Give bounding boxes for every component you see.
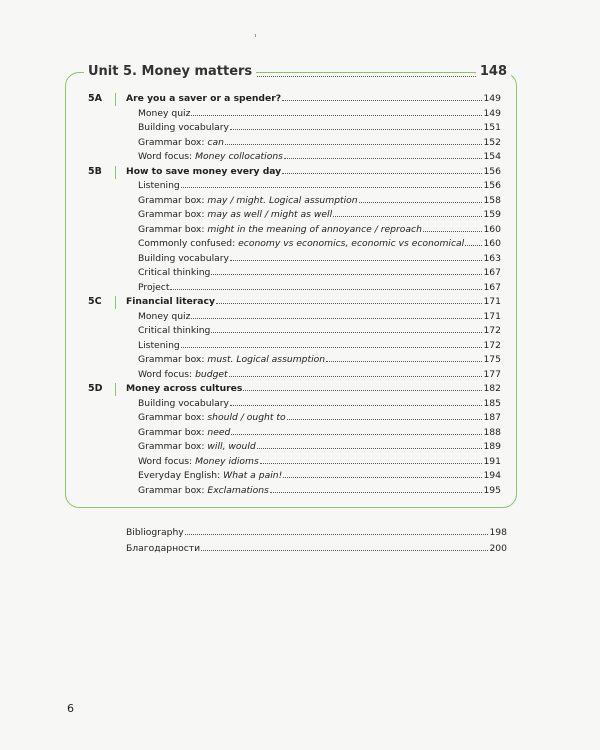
entry-label-italic: need xyxy=(207,426,231,438)
entry-label-italic: Exclamations xyxy=(207,484,269,496)
leader-dots xyxy=(225,144,483,145)
entry-page-number: 195 xyxy=(483,484,501,496)
entry-label-italic: budget xyxy=(195,368,228,380)
entry-page-number: 149 xyxy=(483,93,501,104)
leader-dots xyxy=(181,187,483,188)
leader-dots xyxy=(359,202,483,203)
entry-label-text: Critical thinking xyxy=(138,325,211,336)
section-heading-link[interactable] xyxy=(126,92,501,107)
leader-dots xyxy=(170,289,482,290)
section-divider xyxy=(115,93,116,106)
entry-label-text: Grammar box: xyxy=(138,136,208,148)
toc-entry-link[interactable] xyxy=(138,484,501,499)
entry-label xyxy=(138,469,282,484)
leader-dots xyxy=(465,245,482,246)
entry-label xyxy=(138,484,269,499)
entry-label-text: Grammar box: xyxy=(138,426,208,438)
entry-label-italic: may / might. Logical assumption xyxy=(207,194,358,206)
entry-label xyxy=(138,237,464,252)
leader-dots xyxy=(283,477,482,478)
entry-label xyxy=(138,440,256,455)
entry-page-number: 167 xyxy=(483,281,501,293)
entry-label-text: Grammar box: xyxy=(138,194,208,206)
leader-dots xyxy=(257,448,483,449)
toc-entry-link[interactable] xyxy=(138,150,501,165)
toc-entry-link[interactable] xyxy=(138,179,501,194)
toc-entry-link[interactable] xyxy=(138,266,501,281)
entry-label-text: Word focus: xyxy=(138,151,196,162)
leader-dots xyxy=(191,318,482,319)
entry-label-text: Grammar box: xyxy=(138,223,208,235)
entry-label xyxy=(126,295,215,310)
entry-label-text: Listening xyxy=(138,339,180,351)
unit-title[interactable]: Unit 5. Money matters xyxy=(84,64,256,79)
entry-label xyxy=(138,353,325,368)
toc-entry-link[interactable] xyxy=(138,411,501,426)
backmatter-label: Bibliography xyxy=(126,527,184,538)
toc-entry-link[interactable] xyxy=(138,281,501,296)
entry-label-text: Grammar box: xyxy=(138,441,208,452)
entry-page-number: 194 xyxy=(483,470,501,481)
entry-label-italic: might in the meaning of annoyance / reproach xyxy=(207,223,422,235)
backmatter-page-number: 198 xyxy=(489,527,507,538)
entry-label-text: Project xyxy=(138,281,170,293)
entry-page-number: 163 xyxy=(483,252,501,264)
entry-label xyxy=(138,426,230,441)
leader-dots xyxy=(287,419,483,420)
entry-label xyxy=(126,92,281,107)
entry-label xyxy=(138,208,332,223)
entry-label xyxy=(138,252,229,267)
section-code: 5B xyxy=(88,165,102,177)
leader-dots xyxy=(211,274,482,275)
leader-dots xyxy=(423,231,483,232)
entry-label xyxy=(138,281,169,296)
entry-label xyxy=(138,411,286,426)
leader-dots xyxy=(270,492,483,493)
entry-label-text: Everyday English: xyxy=(138,470,224,481)
section-divider xyxy=(115,296,116,309)
toc-entry-link[interactable] xyxy=(138,469,501,484)
toc-entry-link[interactable] xyxy=(138,237,501,252)
toc-entry-link[interactable] xyxy=(138,324,501,339)
entry-page-number: 187 xyxy=(483,412,501,423)
backmatter-label: Благодарности xyxy=(126,543,201,554)
entry-label xyxy=(138,107,190,122)
entry-page-number: 149 xyxy=(483,107,501,119)
backmatter-entry-link[interactable] xyxy=(126,526,507,541)
entry-label-text: Critical thinking xyxy=(138,267,211,278)
entry-label-text: Building vocabulary xyxy=(138,252,229,264)
entry-page-number: 177 xyxy=(483,368,501,380)
unit-page-number: 148 xyxy=(476,64,511,79)
entry-page-number: 167 xyxy=(483,267,501,278)
entry-label-italic: economy vs economics, economic vs economical xyxy=(238,238,465,249)
section-code: 5C xyxy=(88,296,102,307)
entry-label-text: Grammar box: xyxy=(138,412,208,423)
entry-page-number: 182 xyxy=(483,383,501,394)
leader-dots xyxy=(230,405,482,406)
entry-label xyxy=(126,382,242,397)
leader-dots xyxy=(260,463,483,464)
entry-label xyxy=(138,121,229,136)
section-divider xyxy=(115,383,116,396)
entry-page-number: 152 xyxy=(483,136,501,148)
entry-label-text: Grammar box: xyxy=(138,354,208,365)
toc-entry-link[interactable] xyxy=(138,252,501,267)
entry-label-italic: will, would xyxy=(207,441,256,452)
toc-entry-link[interactable] xyxy=(138,136,501,151)
toc-entry-link[interactable] xyxy=(138,440,501,455)
toc-entry-link[interactable] xyxy=(138,208,501,223)
entry-page-number: 156 xyxy=(483,165,501,177)
entry-label xyxy=(138,150,283,165)
entry-page-number: 156 xyxy=(483,180,501,191)
toc-entry-link[interactable] xyxy=(138,107,501,122)
entry-page-number: 188 xyxy=(483,426,501,438)
entry-label-text: Are you a saver or a spender? xyxy=(126,93,282,104)
leader-dots xyxy=(333,216,482,217)
entry-label-text: Money across cultures xyxy=(126,383,243,394)
section-heading-link[interactable] xyxy=(126,295,501,310)
leader-dots xyxy=(282,100,482,101)
toc-entry-link[interactable] xyxy=(138,339,501,354)
entry-page-number: 185 xyxy=(483,397,501,409)
leader-dots xyxy=(211,332,482,333)
toc-entry-link[interactable] xyxy=(138,121,501,136)
unit-title-leader xyxy=(222,64,484,77)
entry-label xyxy=(126,165,281,180)
entry-label xyxy=(138,397,229,412)
scan-speck xyxy=(255,34,256,37)
entry-page-number: 172 xyxy=(483,325,501,336)
entry-label xyxy=(138,136,224,151)
leader-dots xyxy=(201,550,488,551)
toc-entry-link[interactable] xyxy=(138,455,501,470)
entry-label-italic: should / ought to xyxy=(207,412,286,423)
entry-label-text: Money quiz xyxy=(138,310,191,322)
toc-entry-link[interactable] xyxy=(138,223,501,238)
section-code: 5A xyxy=(88,93,102,104)
section-heading-link[interactable] xyxy=(126,382,501,397)
entry-page-number: 158 xyxy=(483,194,501,206)
page-number: 6 xyxy=(67,702,74,715)
entry-page-number: 191 xyxy=(483,455,501,467)
entry-label xyxy=(138,179,180,194)
leader-dots xyxy=(284,158,483,159)
entry-label xyxy=(138,223,422,238)
entry-page-number: 151 xyxy=(483,122,501,133)
leader-dots xyxy=(181,347,483,348)
toc-entry-link[interactable] xyxy=(138,310,501,325)
leader-dots xyxy=(243,390,482,391)
toc-entry-link[interactable] xyxy=(138,368,501,383)
entry-page-number: 160 xyxy=(483,238,501,249)
entry-label xyxy=(138,368,228,383)
entry-label-text: Word focus: xyxy=(138,455,196,467)
entry-label-italic: Money collocations xyxy=(195,151,283,162)
leader-dots xyxy=(231,434,482,435)
backmatter-page-number: 200 xyxy=(489,543,507,554)
toc-entry-link[interactable] xyxy=(138,353,501,368)
entry-page-number: 159 xyxy=(483,209,501,220)
entry-label-text: How to save money every day xyxy=(126,165,282,177)
entry-label-text: Grammar box: xyxy=(138,209,208,220)
entry-label-italic: can xyxy=(207,136,224,148)
leader-dots xyxy=(230,129,482,130)
entry-label xyxy=(138,194,358,209)
toc-entry-link[interactable] xyxy=(138,426,501,441)
section-heading-link[interactable] xyxy=(126,165,501,180)
entry-label-text: Word focus: xyxy=(138,368,196,380)
entry-label xyxy=(138,339,180,354)
backmatter-entry-link[interactable] xyxy=(126,542,507,557)
leader-dots xyxy=(230,260,482,261)
entry-label-italic: must. Logical assumption xyxy=(207,354,326,365)
entry-page-number: 172 xyxy=(483,339,501,351)
leader-dots xyxy=(282,173,482,174)
toc-entry-link[interactable] xyxy=(138,194,501,209)
entry-label xyxy=(138,310,190,325)
entry-page-number: 160 xyxy=(483,223,501,235)
entry-label-text: Commonly confused: xyxy=(138,238,239,249)
entry-label-italic: What a pain! xyxy=(223,470,283,481)
entry-page-number: 154 xyxy=(483,151,501,162)
entry-label-text: Financial literacy xyxy=(126,296,215,307)
section-code: 5D xyxy=(88,383,103,394)
entry-page-number: 171 xyxy=(483,310,501,322)
entry-label-text: Building vocabulary xyxy=(138,122,229,133)
leader-dots xyxy=(191,115,482,116)
leader-dots xyxy=(326,361,482,362)
entry-label-italic: may as well / might as well xyxy=(207,209,333,220)
toc-entry-link[interactable] xyxy=(138,397,501,412)
leader-dots xyxy=(216,303,483,304)
entry-page-number: 189 xyxy=(483,441,501,452)
leader-dots xyxy=(229,376,483,377)
entry-label-italic: Money idioms xyxy=(195,455,259,467)
entry-label xyxy=(138,455,259,470)
entry-label xyxy=(138,324,210,339)
entry-label-text: Money quiz xyxy=(138,107,191,119)
entry-label xyxy=(138,266,210,281)
leader-dots xyxy=(185,534,489,535)
entry-label-text: Building vocabulary xyxy=(138,397,229,409)
entry-page-number: 175 xyxy=(483,354,501,365)
entry-label-text: Listening xyxy=(138,180,180,191)
entry-label-text: Grammar box: xyxy=(138,484,208,496)
section-divider xyxy=(115,166,116,179)
entry-page-number: 171 xyxy=(483,296,501,307)
